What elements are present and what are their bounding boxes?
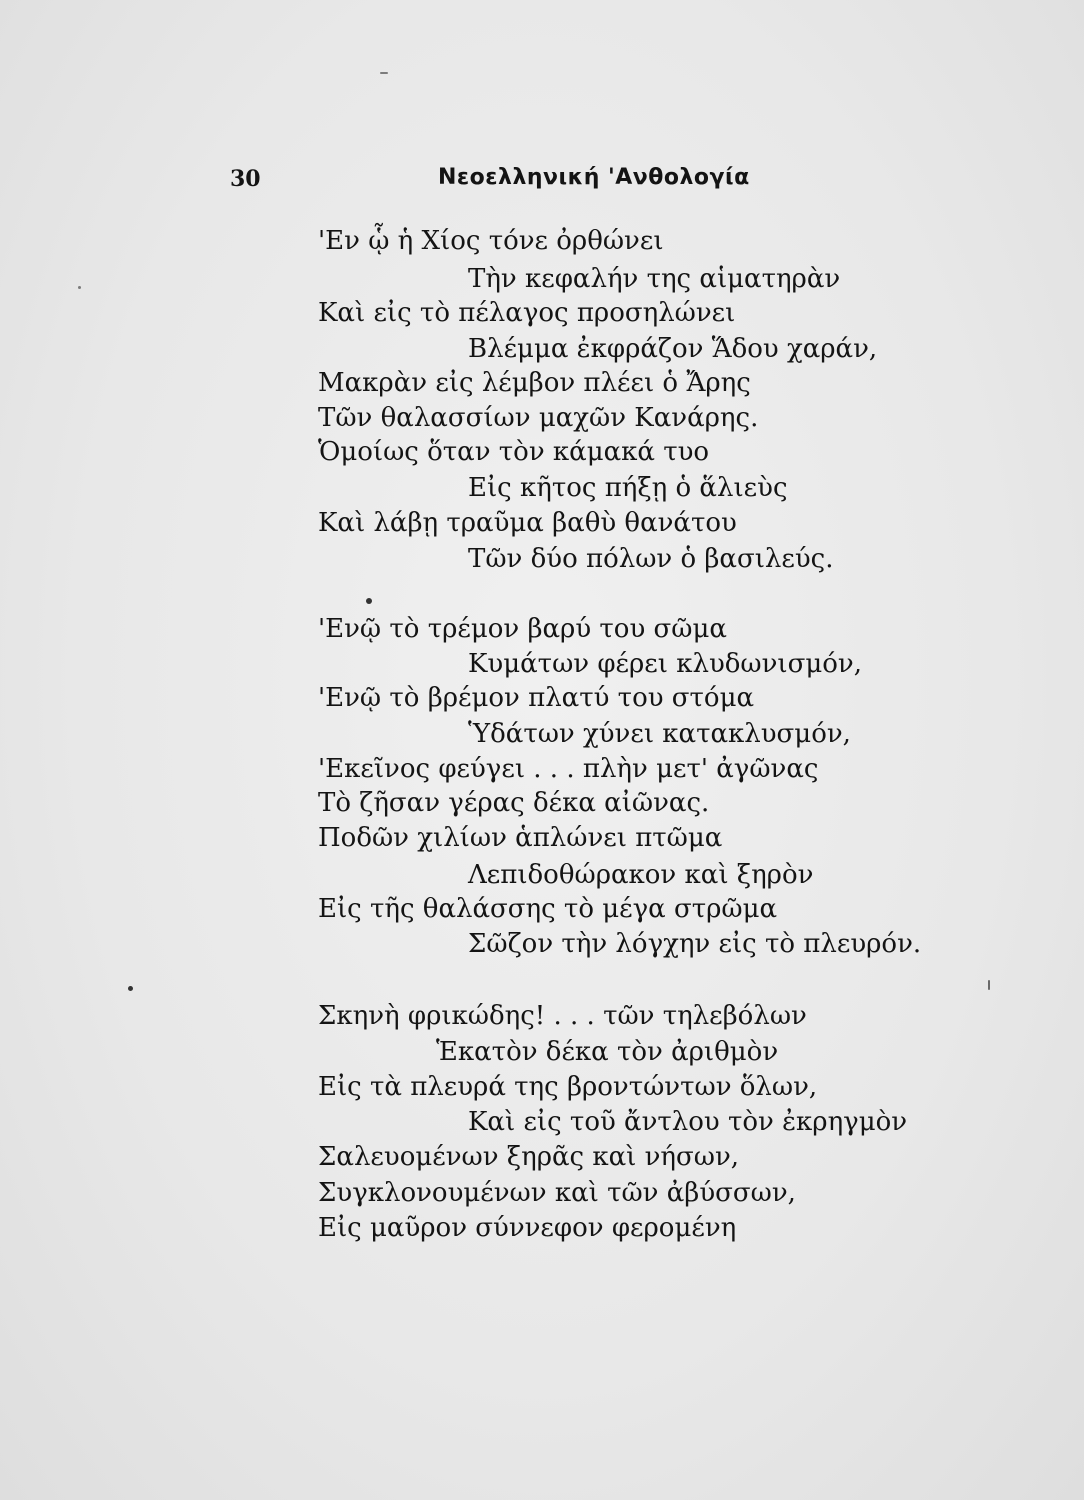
poem-line: Σαλευομένων ξηρᾶς καὶ νήσων, xyxy=(318,1142,740,1172)
poem-line: Τὴν κεφαλήν της αἱματηρὰν xyxy=(468,264,841,294)
poem-line: Τὸ ζῆσαν γέρας δέκα αἰῶνας. xyxy=(318,788,710,818)
poem-line: Τῶν δύο πόλων ὁ βασιλεύς. xyxy=(468,544,834,574)
poem-line: Εἰς τὰ πλευρά της βροντώντων ὅλων, xyxy=(318,1072,818,1102)
poem-line: 'Ενῷ τὸ βρέμον πλατύ του στόμα xyxy=(318,683,755,713)
poem-line: Εἰς κῆτος πήξῃ ὁ ἅλιεὺς xyxy=(468,473,788,503)
poem-line: Καὶ εἰς τὸ πέλαγος προσηλώνει xyxy=(318,298,736,328)
poem-line: Κυμάτων φέρει κλυδωνισμόν, xyxy=(468,649,862,679)
poem-line: Εἰς μαῦρον σύννεφον φερομένη xyxy=(318,1213,737,1243)
poem-line: Καὶ λάβῃ τραῦμα βαθὺ θανάτου xyxy=(318,508,737,538)
poem-line: Ὑδάτων χύνει κατακλυσμόν, xyxy=(468,719,851,749)
poem-line: Βλέμμα ἐκφράζον Ἅδου χαράν, xyxy=(468,334,878,364)
ink-speck xyxy=(366,598,372,604)
poem-line: Ὁμοίως ὅταν τὸν κάμακά τυο xyxy=(318,437,710,467)
poem-line: 'Εκεῖνος φεύγει . . . πλὴν μετ' ἀγῶνας xyxy=(318,754,819,784)
poem-line: Καὶ εἰς τοῦ ἄντλου τὸν ἐκρηγμὸν xyxy=(468,1107,908,1137)
running-title: Νεοελληνική 'Ανθολογία xyxy=(438,165,750,190)
page-number: 30 xyxy=(230,166,261,192)
ink-speck xyxy=(78,286,81,289)
poem-line: Ἑκατὸν δέκα τὸν ἀριθμὸν xyxy=(436,1037,779,1067)
ink-speck xyxy=(128,986,133,991)
poem-line: Τῶν θαλασσίων μαχῶν Κανάρης. xyxy=(318,403,759,433)
poem-line: Ποδῶν χιλίων ἁπλώνει πτῶμα xyxy=(318,823,723,853)
poem-line: Σῶζον τὴν λόγχην εἰς τὸ πλευρόν. xyxy=(468,929,922,959)
poem-line: 'Εν ᾧ ἡ Χίος τόνε ὀρθώνει xyxy=(318,226,664,256)
poem-line: Συγκλονουμένων καὶ τῶν ἀβύσσων, xyxy=(318,1178,796,1208)
poem-line: Λεπιδοθώρακον καὶ ξηρὸν xyxy=(468,860,814,890)
ink-speck xyxy=(988,980,990,990)
poem-line: Μακρὰν εἰς λέμβον πλέει ὁ Ἄρης xyxy=(318,368,751,398)
poem-line: Σκηνὴ φρικώδης! . . . τῶν τηλεβόλων xyxy=(318,1001,807,1031)
poem-line: 'Ενῷ τὸ τρέμον βαρύ του σῶμα xyxy=(318,614,727,644)
ink-speck xyxy=(380,72,388,74)
poem-line: Εἰς τῆς θαλάσσης τὸ μέγα στρῶμα xyxy=(318,894,778,924)
